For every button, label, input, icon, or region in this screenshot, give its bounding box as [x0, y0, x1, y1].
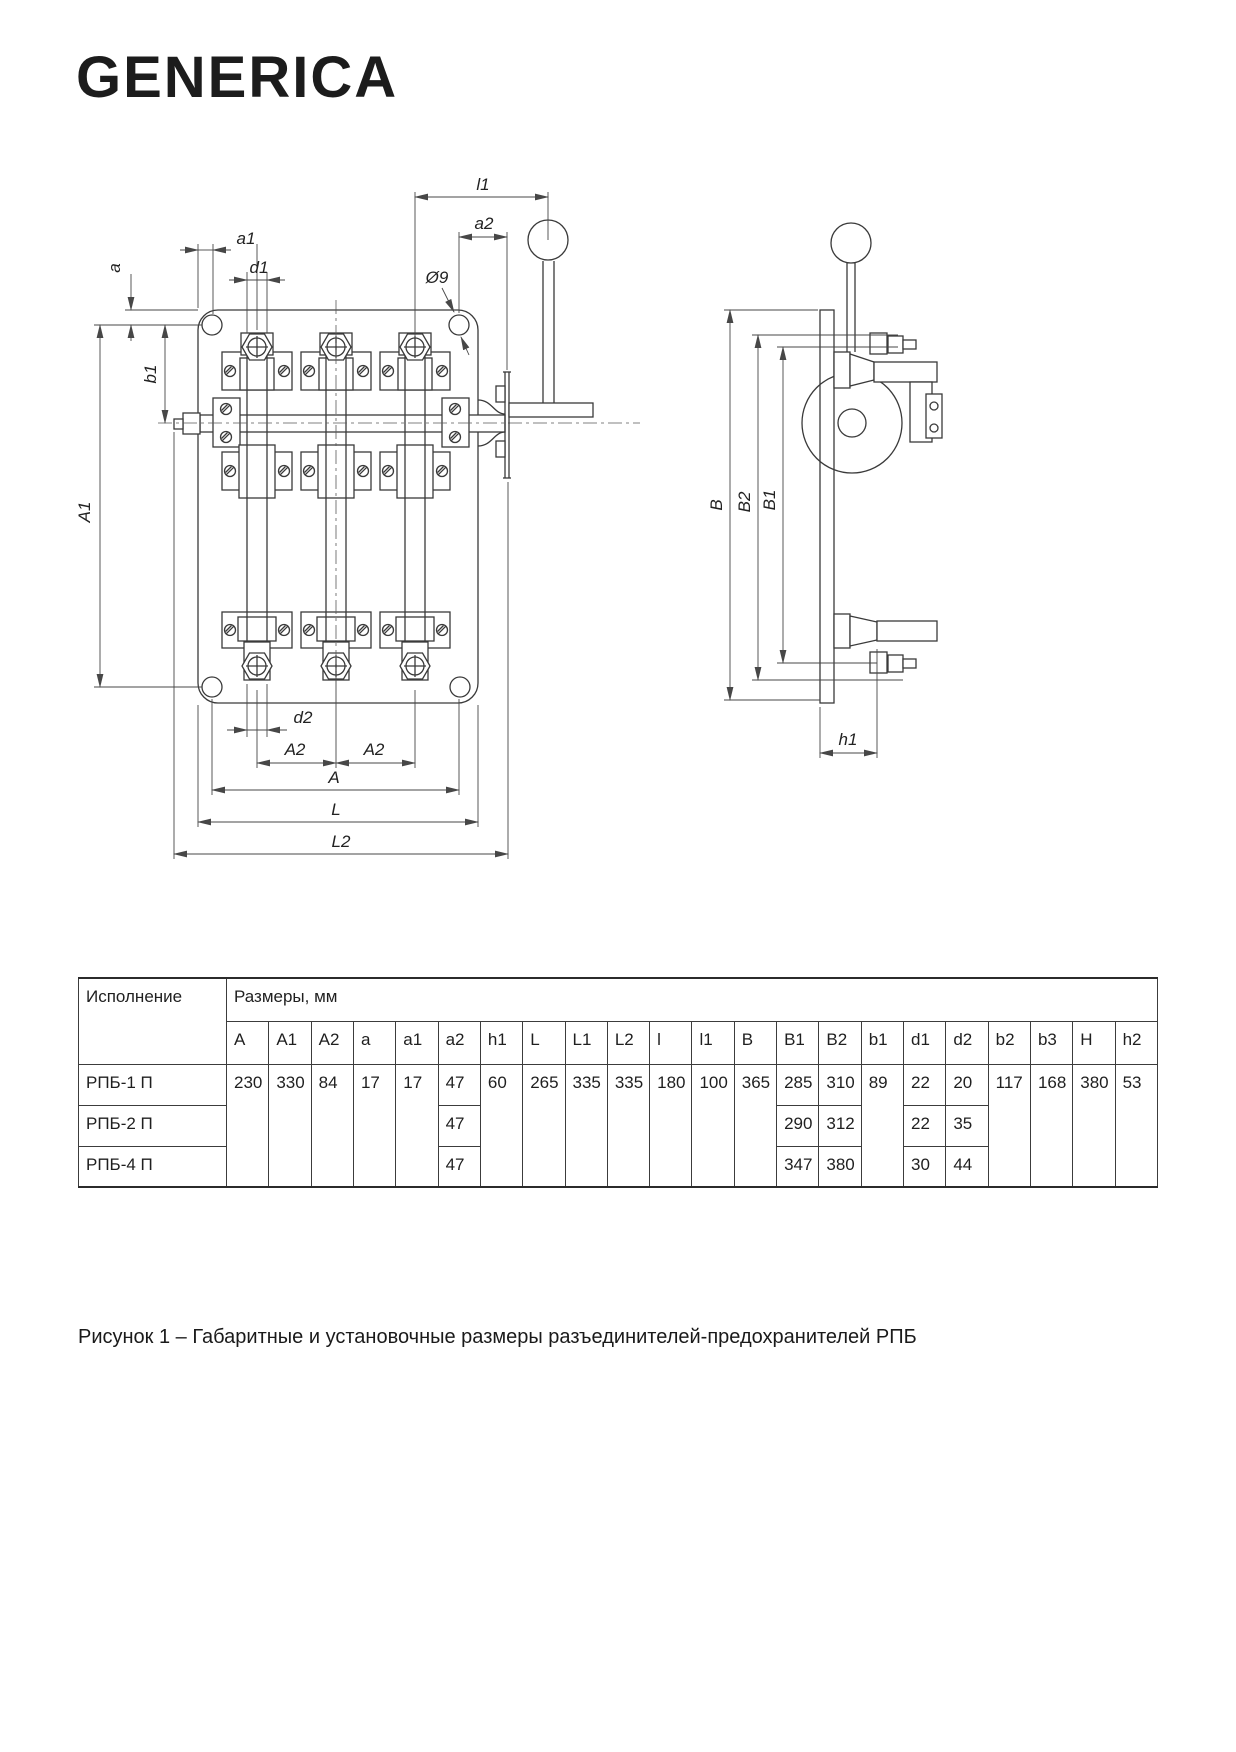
header-A2: A2	[311, 1021, 353, 1064]
header-l: l	[650, 1021, 692, 1064]
cell-B2: 312	[819, 1105, 861, 1146]
dim-label-a1: a1	[236, 229, 256, 248]
dim-label-L2: L2	[331, 832, 351, 851]
cell-l: 180	[650, 1064, 692, 1187]
dim-label-dia9: Ø9	[425, 268, 449, 287]
header-b3: b3	[1030, 1021, 1072, 1064]
cell-B: 365	[734, 1064, 776, 1187]
table-row	[79, 1064, 1158, 1105]
cell-a2: 47	[438, 1064, 480, 1105]
cell-d1: 22	[904, 1064, 946, 1105]
header-a: a	[353, 1021, 395, 1064]
side-view	[707, 223, 942, 758]
header-B1: B1	[777, 1021, 819, 1064]
model-name: РПБ-1 П	[79, 1064, 227, 1105]
header-b2: b2	[988, 1021, 1030, 1064]
front-view	[75, 175, 640, 859]
cell-L: 265	[523, 1064, 565, 1187]
cell-A: 230	[227, 1064, 269, 1187]
header-H: H	[1073, 1021, 1115, 1064]
cell-B1: 290	[777, 1105, 819, 1146]
dim-label-b1: b1	[141, 364, 160, 384]
dim-label-B2: B2	[735, 491, 754, 513]
header-B2: B2	[819, 1021, 861, 1064]
dim-label-A: A	[328, 768, 340, 787]
model-name: РПБ-4 П	[79, 1146, 227, 1187]
header-A1: A1	[269, 1021, 311, 1064]
cell-d2: 35	[946, 1105, 988, 1146]
dim-label-a: a	[105, 263, 124, 273]
cell-h2: 53	[1115, 1064, 1157, 1187]
header-A: A	[227, 1021, 269, 1064]
cell-L1: 335	[565, 1064, 607, 1187]
cell-H: 380	[1073, 1064, 1115, 1187]
dim-label-d1: d1	[249, 258, 269, 277]
header-b1: b1	[861, 1021, 903, 1064]
dim-label-l1: l1	[476, 175, 490, 194]
cell-B1: 347	[777, 1146, 819, 1187]
cell-a2: 47	[438, 1146, 480, 1187]
cell-l1: 100	[692, 1064, 734, 1187]
dim-label-d2: d2	[293, 708, 313, 727]
cell-B2: 380	[819, 1146, 861, 1187]
dim-label-B: B	[707, 499, 726, 511]
dim-label-A1: A1	[75, 501, 94, 523]
cell-A1: 330	[269, 1064, 311, 1187]
cell-d1: 22	[904, 1105, 946, 1146]
header-L1: L1	[565, 1021, 607, 1064]
header-B: B	[734, 1021, 776, 1064]
cell-B2: 310	[819, 1064, 861, 1105]
cell-B1: 285	[777, 1064, 819, 1105]
header-L: L	[523, 1021, 565, 1064]
dim-label-h1: h1	[838, 730, 858, 749]
header-a2: a2	[438, 1021, 480, 1064]
brand-logo: GENERICA	[76, 45, 399, 110]
dim-label-L: L	[331, 800, 341, 819]
dim-label-a2: a2	[474, 214, 494, 233]
cell-d1: 30	[904, 1146, 946, 1187]
cell-A2: 84	[311, 1064, 353, 1187]
header-h1: h1	[480, 1021, 522, 1064]
cell-a1: 17	[396, 1064, 438, 1187]
cell-d2: 44	[946, 1146, 988, 1187]
dimensions-table	[78, 977, 1158, 1188]
cell-d2: 20	[946, 1064, 988, 1105]
header-a1: a1	[396, 1021, 438, 1064]
cell-a: 17	[353, 1064, 395, 1187]
cell-a2: 47	[438, 1105, 480, 1146]
cell-b2: 117	[988, 1064, 1030, 1187]
model-name: РПБ-2 П	[79, 1105, 227, 1146]
header-d1: d1	[904, 1021, 946, 1064]
header-sizes: Размеры, мм	[227, 978, 1158, 1021]
cell-L2: 335	[607, 1064, 649, 1187]
figure-caption: Рисунок 1 – Габаритные и установочные размеры разъединителей-предохранителей РПБ	[78, 1326, 917, 1348]
header-model: Исполнение	[79, 978, 227, 1064]
dim-header-row	[79, 1021, 1158, 1064]
cell-b1: 89	[861, 1064, 903, 1187]
cell-h1: 60	[480, 1064, 522, 1187]
dim-label-A2-left: A2	[284, 740, 306, 759]
cell-b3: 168	[1030, 1064, 1072, 1187]
header-h2: h2	[1115, 1021, 1157, 1064]
dim-label-A2-right: A2	[363, 740, 385, 759]
header-L2: L2	[607, 1021, 649, 1064]
dim-label-B1: B1	[760, 489, 779, 511]
header-d2: d2	[946, 1021, 988, 1064]
header-l1: l1	[692, 1021, 734, 1064]
